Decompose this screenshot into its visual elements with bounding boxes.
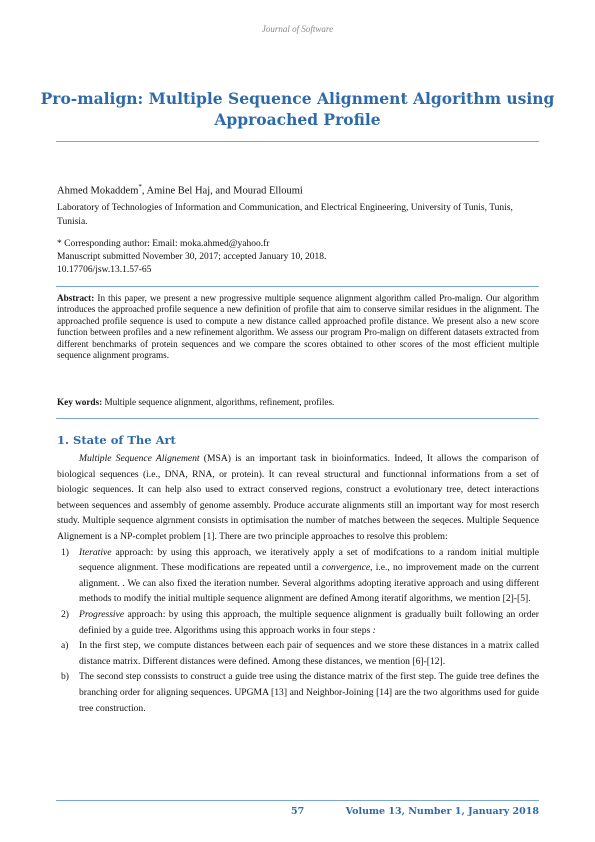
abstract: Abstract: In this paper, we present a new progressive multiple sequence alignment algorithm called Pro-malign. Our algorithm introduces the approached profile sequence a new definition of profile that aim to conserve similar residues in the alignment. The approached profile sequence is used to compute a new distance called approached profile distance. We present also a new score function between profiles and a new refinement algorithm. We assess our program Pro-malign on different datasets extracted from different benchmarks of protein sequences and we compare the scores obtained to other scores of the most efficient multiple sequence alignment programs. [57, 293, 539, 361]
intro-paragraph: Multiple Sequence Alignement (MSA) is an important task in bioinformatics. Indeed, It allows the comparison of biological sequences (i.e., DNA, RNA, or protein). It can reveal structural and functionnal informations from a set of biologic sequences. It can help also used to extract conserved regions, construct a evolutionary tree, detect interactions between sequences and assembly of genome assembly. Produce accurate alignments still an important way for most reserch study. Multiple sequence algrnment consists in optimisation the number of matches between the seqeces. Multiple Sequence Alignement is a NP-complet problem [1]. There are two principle approaches to resolve this problem: [57, 453, 539, 542]
footer-divider [56, 800, 539, 801]
title-divider [56, 141, 539, 142]
corresponding-author: * Corresponding author: Email: moka.ahmed@yahoo.fr [57, 239, 270, 249]
paper-title: Pro-malign: Multiple Sequence Alignment Algorithm using Approached Profile [40, 89, 555, 129]
list-item: b) The second step conssists to construct a guide tree using the distance matrix of the first step. The guide tree defines the branching order for aligning sequences. UPGMA [13] and Neighbor-Joining [14] are the two algorithms used for guide tree construction. [61, 671, 539, 714]
page-number: 57 [291, 806, 305, 817]
doi: 10.17706/jsw.13.1.57-65 [57, 265, 152, 275]
list-item: 1) Iterative approach: by using this approach, we iteratively apply a set of modifcations to a random initial multiple sequence alignment. These modifications are repeated until a convergence, i.e., no improvement made on the current alignment. . We can also fixed the iteration number. Several algorithms adopting iterative approach and using different methods to modify the initial multiple sequence alignment are defined Among iteratif algorithms, we mention [2]-[5]. [61, 546, 539, 605]
section-heading: 1. State of The Art [57, 433, 176, 447]
keywords-divider [56, 418, 539, 419]
article-meta [57, 238, 539, 277]
abstract-top-divider [56, 286, 539, 287]
list-item: a) In the first step, we compute distances between each pair of sequences and we store these distances in a matrix called distance matrix. Different distances were defined. Among these distances, we mention [6]-[12]. [61, 640, 539, 667]
volume-info: Volume 13, Number 1, January 2018 [345, 806, 539, 817]
authors: Ahmed Mokaddem*, Amine Bel Haj, and Mourad Elloumi [57, 183, 303, 197]
list-item: 2) Progressive approach: by using this approach, the multiple sequence alignment is gradually built following an order definied by a guide tree. Algorithms using this approach works in four steps : [61, 608, 539, 636]
approach-list [57, 545, 539, 717]
keywords: Key words: Multiple sequence alignment, algorithms, refinement, profiles. [57, 397, 335, 407]
manuscript-dates: Manuscript submitted November 30, 2017; accepted January 10, 2018. [57, 252, 327, 262]
affiliation: Laboratory of Technologies of Information and Communication, and Electrical Engineering, University of Tunis, Tunis, Tunisia. [57, 203, 513, 227]
section-body [57, 451, 539, 716]
journal-header: Journal of Software [261, 24, 334, 34]
